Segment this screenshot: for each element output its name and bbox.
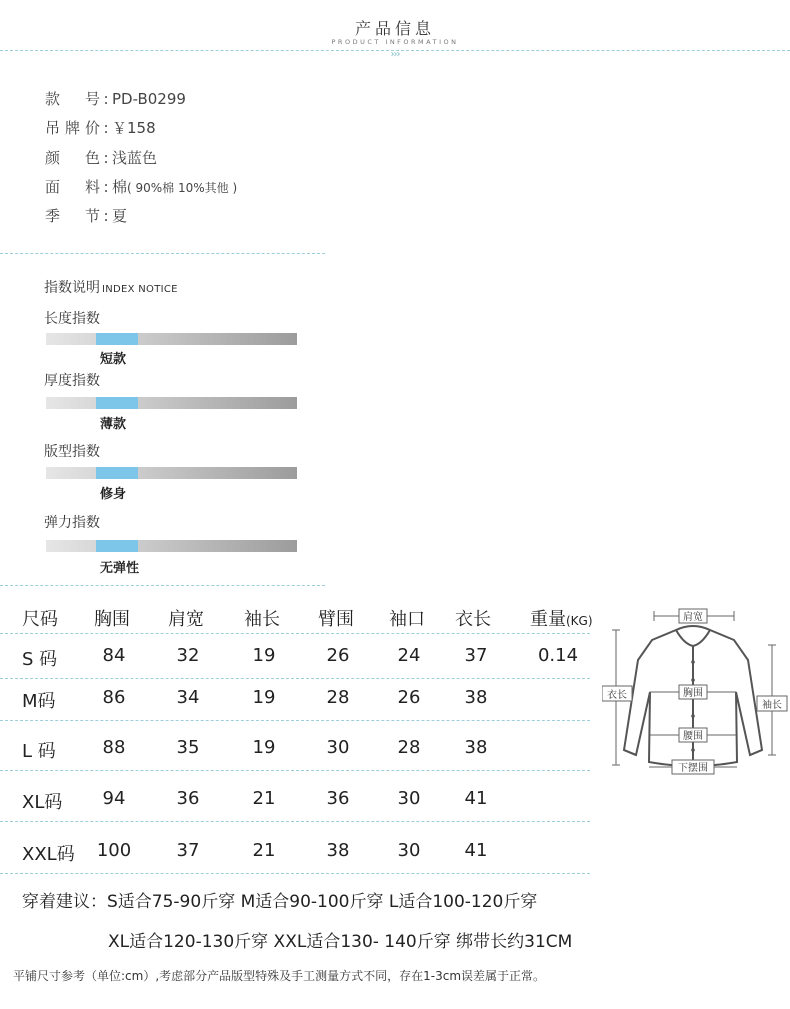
table-cell: 34: [176, 687, 200, 708]
index-notice-title-en: INDEX NOTICE: [102, 284, 178, 295]
table-cell: 0.14: [537, 645, 579, 666]
info-note: ( 90%棉 10%其他 ): [127, 181, 238, 195]
row-divider: [0, 873, 590, 874]
table-cell: 86: [102, 687, 126, 708]
info-label: 颜色: [45, 149, 100, 167]
info-value: ￥158: [112, 119, 156, 137]
table-header-cuff: 袖口: [389, 609, 425, 630]
info-row-style-no: 款号 : PD-B0299: [45, 90, 186, 108]
table-cell: 38: [464, 687, 488, 708]
section-title: 产品信息: [354, 19, 435, 38]
row-divider: [0, 821, 590, 822]
table-cell: 38: [464, 737, 488, 758]
index-bar: [46, 540, 297, 552]
table-cell: 41: [464, 788, 488, 809]
table-cell: 41: [464, 840, 488, 861]
size-label-s: S 码: [22, 649, 58, 670]
index-notice-title: [44, 277, 178, 297]
table-cell: 36: [176, 788, 200, 809]
table-cell: 94: [102, 788, 126, 809]
row-divider: [0, 720, 590, 721]
size-label-l: L 码: [22, 741, 56, 762]
diagram-label-shoulder: 肩宽: [683, 612, 703, 623]
size-label-xxl: XXL码: [22, 844, 75, 865]
table-cell: 30: [326, 737, 350, 758]
table-cell: 28: [397, 737, 421, 758]
table-cell: 19: [252, 645, 276, 666]
garment-measurement-diagram: [602, 600, 788, 776]
table-cell: 100: [96, 840, 132, 861]
table-cell: 84: [102, 645, 126, 666]
chevron-right-icon: ›››: [390, 49, 400, 60]
index-value: 无弹性: [100, 561, 140, 576]
index-marker: [96, 467, 138, 479]
info-value: 浅蓝色: [112, 149, 158, 167]
table-cell: 35: [176, 737, 200, 758]
table-cell: 21: [252, 788, 276, 809]
table-cell: 30: [397, 840, 421, 861]
table-cell: 19: [252, 687, 276, 708]
size-label-xl: XL码: [22, 792, 63, 813]
index-value: 短款: [100, 352, 127, 367]
index-marker: [96, 397, 138, 409]
table-header-weight: [530, 605, 593, 631]
measurement-footnote: 平铺尺寸参考（单位:cm）,考虑部分产品版型特殊及手工测量方式不同，存在1-3cm误差属于正常。: [13, 969, 546, 983]
size-label-m: M码: [22, 691, 56, 712]
info-row-fabric: 面料 : 棉( 90%棉 10%其他 ): [45, 178, 238, 196]
info-label: 面料: [45, 178, 100, 196]
info-row-color: 颜色 : 浅蓝色: [45, 149, 158, 167]
info-label: 吊牌价: [45, 119, 100, 137]
table-cell: 32: [176, 645, 200, 666]
section-subtitle: PRODUCT INFORMATION: [331, 38, 459, 46]
index-notice-title-cn: 指数说明: [44, 280, 100, 296]
table-header-shoulder: 肩宽: [168, 609, 204, 630]
index-name: 弹力指数: [44, 515, 100, 531]
table-cell: 38: [326, 840, 350, 861]
section-divider: [0, 253, 325, 254]
info-value: PD-B0299: [112, 90, 186, 108]
info-row-season: 季节 : 夏: [45, 207, 128, 225]
table-header-sleeve: 袖长: [244, 609, 280, 630]
table-header-weight-label: 重量: [530, 609, 566, 630]
table-header-weight-unit: (KG): [566, 614, 593, 628]
info-row-price: 吊牌价 : ￥158: [45, 119, 156, 137]
diagram-label-hem: 下摆围: [678, 763, 708, 774]
index-name: 版型指数: [44, 444, 100, 460]
info-label: 款号: [45, 90, 100, 108]
table-cell: 88: [102, 737, 126, 758]
table-header-length: 衣长: [455, 609, 491, 630]
info-value: 夏: [112, 207, 128, 225]
index-bar: [46, 467, 297, 479]
table-cell: 19: [252, 737, 276, 758]
table-cell: 37: [176, 840, 200, 861]
table-header-chest: 胸围: [94, 609, 130, 630]
table-cell: 37: [464, 645, 488, 666]
row-divider: [0, 678, 590, 679]
row-divider: [0, 633, 590, 634]
wearing-suggestion-line2: XL适合120-130斤穿 XXL适合130- 140斤穿 绑带长约31CM: [108, 932, 573, 952]
table-cell: 36: [326, 788, 350, 809]
diagram-label-waist: 腰围: [683, 731, 703, 742]
diagram-label-length: 衣长: [607, 690, 627, 701]
info-label: 季节: [45, 207, 100, 225]
info-value: 棉: [112, 178, 128, 196]
wearing-suggestion-line1: 穿着建议：S适合75-90斤穿 M适合90-100斤穿 L适合100-120斤穿: [22, 892, 538, 912]
table-header-arm: 臂围: [318, 609, 354, 630]
index-value: 薄款: [100, 417, 127, 432]
table-header-size: 尺码: [22, 609, 58, 630]
table-cell: 28: [326, 687, 350, 708]
table-cell: 30: [397, 788, 421, 809]
row-divider: [0, 770, 590, 771]
index-marker: [96, 540, 138, 552]
table-cell: 26: [326, 645, 350, 666]
index-bar: [46, 397, 297, 409]
index-value: 修身: [100, 487, 127, 502]
index-marker: [96, 333, 138, 345]
table-cell: 24: [397, 645, 421, 666]
index-name: 厚度指数: [44, 373, 100, 389]
table-cell: 26: [397, 687, 421, 708]
diagram-label-sleeve: 袖长: [762, 700, 782, 711]
index-bar: [46, 333, 297, 345]
table-cell: 21: [252, 840, 276, 861]
index-name: 长度指数: [44, 311, 100, 327]
section-divider: [0, 585, 325, 586]
diagram-label-chest: 胸围: [683, 688, 703, 699]
